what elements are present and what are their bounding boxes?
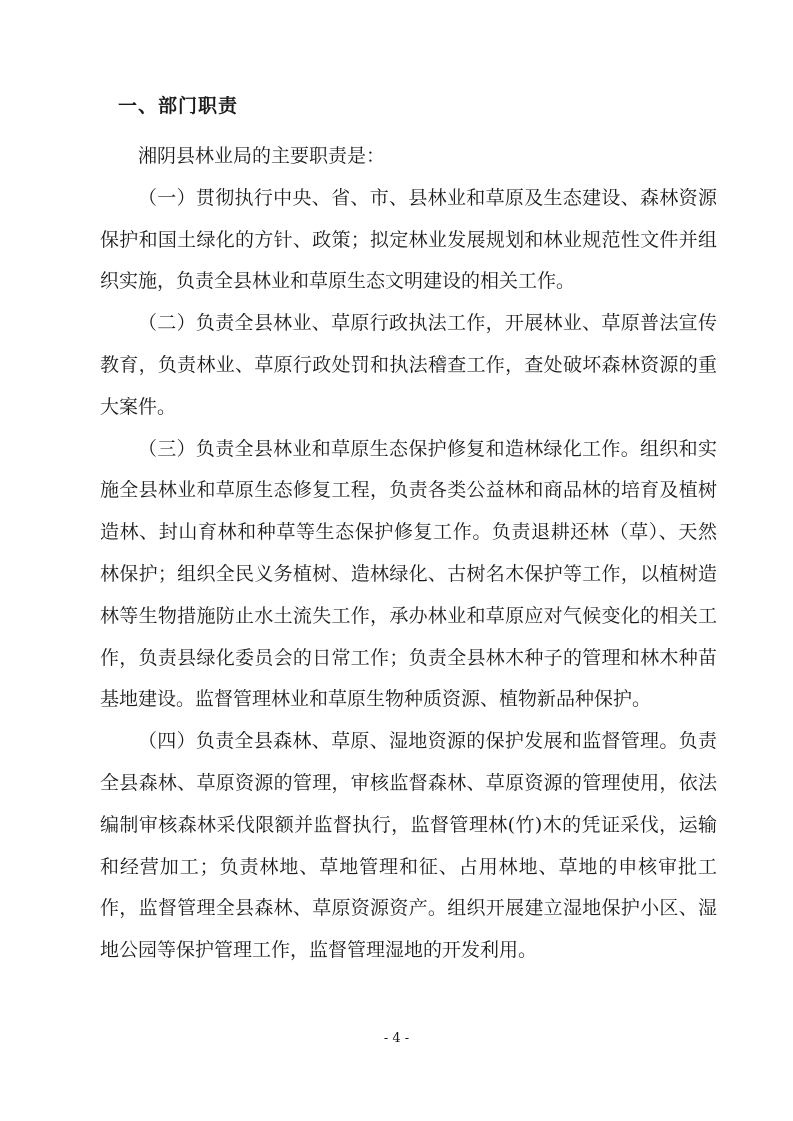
duty-paragraph-2: （二）负责全县林业、草原行政执法工作，开展林业、草原普法宣传教育，负责林业、草原行政处罚和执法稽查工作，查处破坏森林资源的重大案件。 bbox=[100, 312, 717, 418]
body-text bbox=[100, 136, 717, 972]
page-number: - 4 - bbox=[383, 1031, 410, 1046]
duty-paragraph-3: （三）负责全县林业和草原生态保护修复和造林绿化工作。组织和实施全县林业和草原生态修复工程，负责各类公益林和商品林的培育及植树造林、封山育林和种草等生态保护修复工作。负责退耕还林（草）、天然林保护；组织全民义务植树、造林绿化、古树名木保护等工作，以植树造林等生物措施防止水土流失工作，承办林业和草原应对气候变化的相关工作，负责县绿化委员会的日常工作；负责全县林木种子的管理和林木种苗基地建设。监督管理林业和草原生物种质资源、植物新品种保护。 bbox=[100, 437, 717, 711]
intro-paragraph: 湘阴县林业局的主要职责是： bbox=[138, 145, 386, 167]
duty-paragraph-4: （四）负责全县森林、草原、湿地资源的保护发展和监督管理。负责全县森林、草原资源的管理，审核监督森林、草原资源的管理使用，依法编制审核森林采伐限额并监督执行，监督管理林(竹)木的凭证采伐，运输和经营加工；负责林地、草地管理和征、占用林地、草地的申核审批工作，监督管理全县森林、草原资源资产。组织开展建立湿地保护小区、湿地公园等保护管理工作，监督管理湿地的开发利用。 bbox=[100, 730, 717, 962]
duty-paragraph-1: （一）贯彻执行中央、省、市、县林业和草原及生态建设、森林资源保护和国土绿化的方针、政策；拟定林业发展规划和林业规范性文件并组织实施，负责全县林业和草原生态文明建设的相关工作。 bbox=[100, 186, 717, 293]
section-heading: 一、部门职责 bbox=[118, 95, 239, 117]
